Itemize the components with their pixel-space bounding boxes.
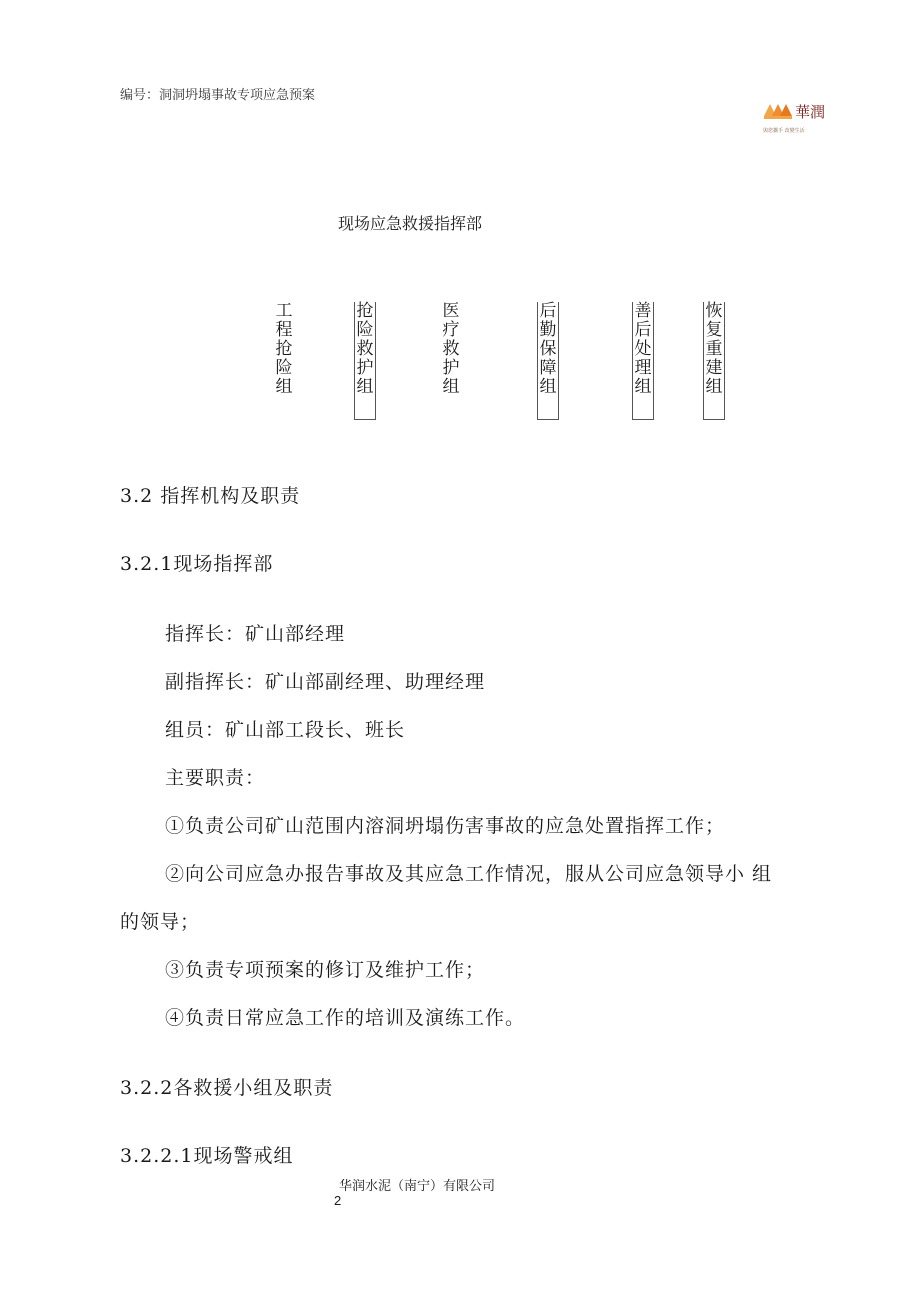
section-heading-3-2-2-1: 3.2.2.1现场警戒组 — [120, 1145, 294, 1167]
section-heading-3-2-2: 3.2.2各救援小组及职责 — [120, 1077, 334, 1099]
duty-item-4: ④负责日常应急工作的培训及演练工作。 — [165, 1007, 526, 1029]
duty-item-2: ②向公司应急办报告事故及其应急工作情况，服从公司应急领导小 组 — [165, 863, 773, 885]
duty-item-1: ①负责公司矿山范围内溶洞坍塌伤害事故的应急处置指挥工作； — [165, 815, 726, 837]
duty-item-3: ③负责专项预案的修订及维护工作； — [165, 959, 486, 981]
deputy-commander-line: 副指挥长：矿山部副经理、助理经理 — [165, 671, 486, 693]
org-chart-title: 现场应急救援指挥部 — [338, 214, 483, 233]
logo-text: 華潤 — [795, 103, 826, 121]
duty-item-2-continued: 的领导； — [120, 911, 201, 933]
footer-company: 华润水泥（南宁）有限公司 — [339, 1179, 496, 1194]
logo-mark-icon — [764, 104, 792, 119]
document-code: 编号：洞洞坍塌事故专项应急预案 — [120, 88, 316, 103]
org-group-aftermath: 善后处理组 — [632, 302, 654, 420]
commander-line: 指挥长：矿山部经理 — [165, 623, 346, 645]
logo-tagline: 與您攜手 改變生活 — [763, 128, 805, 134]
section-heading-3-2-1: 3.2.1现场指挥部 — [120, 553, 274, 575]
org-group-logistics: 后勤保障组 — [537, 302, 559, 420]
org-group-rescue: 抢险救护组 — [354, 302, 376, 420]
page-number: 2 — [334, 1193, 342, 1208]
company-logo — [760, 92, 844, 136]
members-line: 组员：矿山部工段长、班长 — [165, 719, 406, 741]
org-group-reconstruction: 恢复重建组 — [703, 302, 725, 420]
duties-label: 主要职责： — [165, 767, 266, 789]
org-group-medical: 医疗救护组 — [442, 301, 460, 397]
section-heading-3-2: 3.2 指挥机构及职责 — [120, 485, 301, 507]
org-group-engineering: 工程抢险组 — [275, 301, 293, 397]
